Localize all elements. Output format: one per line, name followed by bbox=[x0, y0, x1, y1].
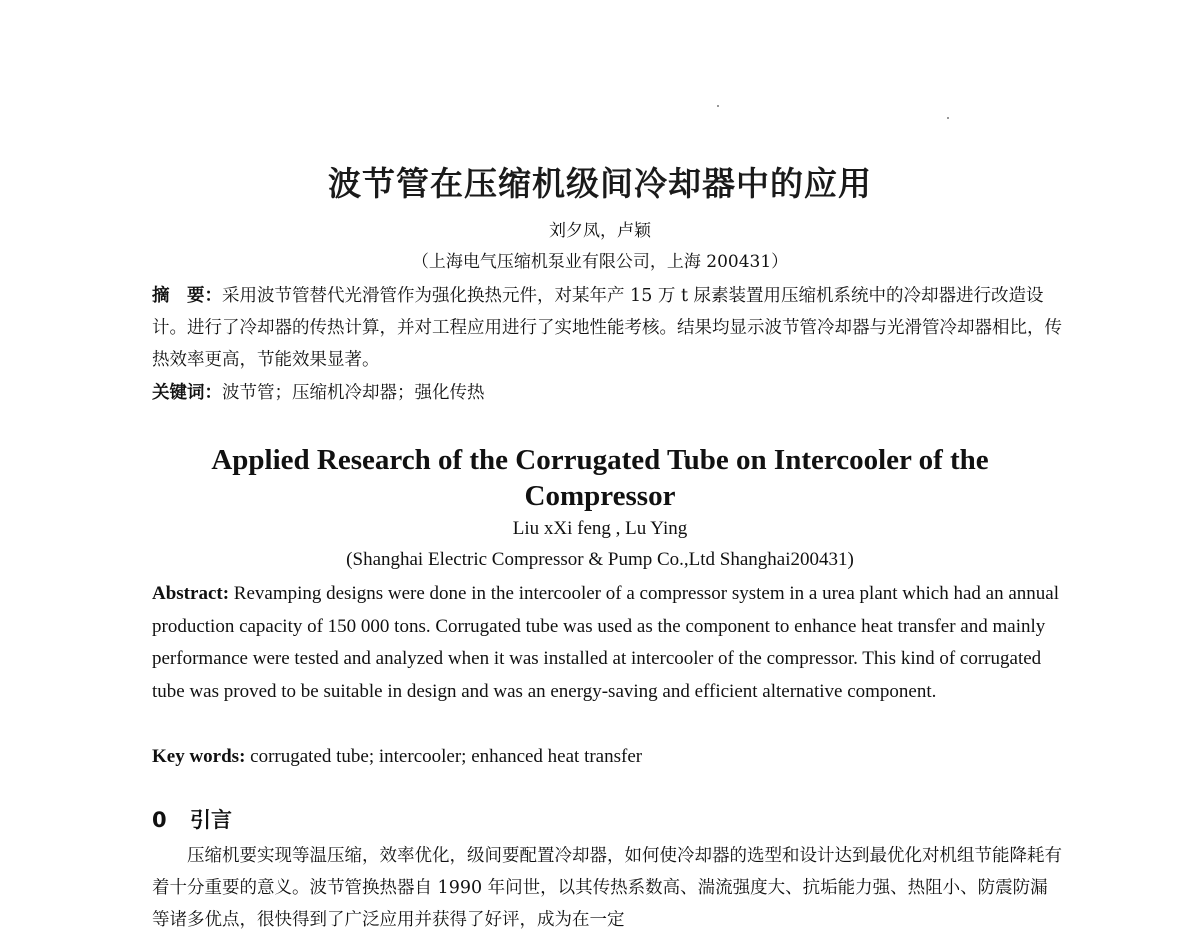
chinese-affiliation: （上海电气压缩机泵业有限公司，上海 200431） bbox=[411, 252, 789, 272]
english-abstract-label: Abstract: bbox=[152, 583, 230, 604]
section-heading bbox=[152, 804, 232, 834]
scan-speck bbox=[947, 117, 949, 119]
chinese-keywords-text: 波节管；压缩机冷却器；强化传热 bbox=[222, 383, 485, 403]
scan-speck bbox=[717, 105, 719, 107]
chinese-abstract bbox=[152, 280, 1064, 376]
english-keywords-text: corrugated tube; intercooler; enhanced heat transfer bbox=[245, 746, 643, 767]
chinese-abstract-label: 摘 要： bbox=[152, 286, 222, 306]
chinese-keywords-label: 关键词： bbox=[152, 383, 222, 403]
section-title: 引言 bbox=[190, 808, 232, 832]
chinese-abstract-text: 采用波节管替代光滑管作为强化换热元件，对某年产 15 万 t 尿素装置用压缩机系统中的冷却器进行改造设计。进行了冷却器的传热计算，并对工程应用进行了实地性能考核。结果均显示波节管冷却器与光滑管冷却器相比，传热效率更高，节能效果显著。 bbox=[152, 286, 1062, 370]
introduction-paragraph: 压缩机要实现等温压缩，效率优化，级间要配置冷却器，如何使冷却器的选型和设计达到最优化对机组节能降耗有着十分重要的意义。波节管换热器自 1990 年问世，以其传热系数高、湍流强度大、抗垢能力强、热阻小、防震防漏等诸多优点，很快得到了广泛应用并获得了好评，成为在一定 bbox=[152, 846, 1062, 930]
english-abstract bbox=[152, 578, 1064, 708]
chinese-authors: 刘夕凤，卢颖 bbox=[549, 221, 651, 241]
english-abstract-text: Revamping designs were done in the intercooler of a compressor system in a urea plant which had an annual production capacity of 150 000 tons. Corrugated tube was used as the component to enhance heat transfer and mainly performance were tested and analyzed when it was installed at intercooler of the compressor. This kind of corrugated tube was proved to be suitable in design and was an energy-saving and efficient alternative component. bbox=[152, 583, 1059, 702]
section-number: 0 bbox=[152, 808, 167, 832]
english-keywords-label: Key words: bbox=[152, 746, 246, 767]
english-affiliation: (Shanghai Electric Compressor & Pump Co.,Ltd Shanghai200431) bbox=[346, 549, 854, 570]
english-title: Applied Research of the Corrugated Tube on Intercooler of the Compressor bbox=[211, 444, 989, 512]
chinese-title: 波节管在压缩机级间冷却器中的应用 bbox=[328, 164, 872, 203]
english-authors: Liu xXi feng , Lu Ying bbox=[512, 518, 688, 539]
chinese-keywords bbox=[152, 377, 1064, 409]
english-keywords bbox=[152, 741, 1064, 773]
